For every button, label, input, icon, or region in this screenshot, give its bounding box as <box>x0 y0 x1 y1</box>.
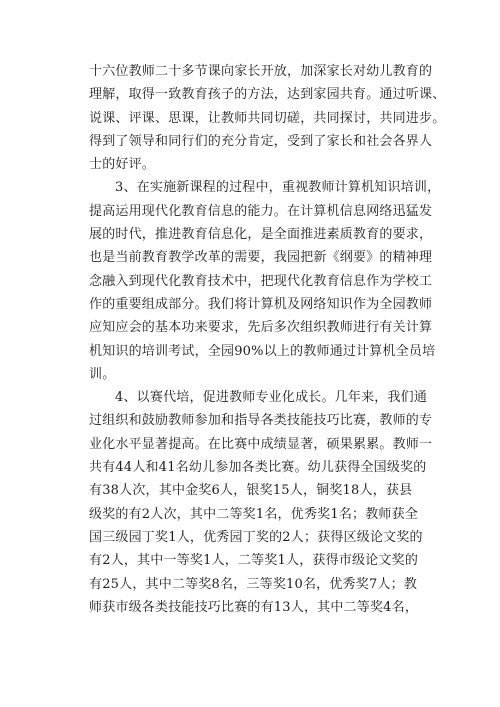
paragraph-2 <box>89 176 441 386</box>
text-line: 有2人，其中一等奖1人，二等奖1人，获得市级论文奖的 <box>89 553 419 569</box>
text-line: 作的重要组成部分。我们将计算机及网络知识作为全园教师 <box>89 296 433 312</box>
text-line: 念融入到现代化教育技术中，把现代化教育信息作为学校工 <box>89 273 433 289</box>
text-line: 展的时代，推进教育信息化，是全面推进素质教育的要求， <box>89 227 433 243</box>
text-line: 共有44人和41名幼儿参加各类比赛。幼儿获得全国级奖的 <box>89 460 427 476</box>
document-body <box>89 60 446 619</box>
text-line: 有25人，其中二等奖8名，三等奖10名，优秀奖7人；教 <box>89 576 418 592</box>
text-line: 也是当前教育教学改革的需要，我园把新《纲要》的精神理 <box>89 250 433 266</box>
text-line: 训。 <box>89 366 116 382</box>
text-line: 3、在实施新课程的过程中，重视教师计算机知识培训， <box>115 180 441 196</box>
text-line: 理解，取得一致教育孩子的方法，达到家园共育。通过听课、 <box>89 87 446 103</box>
text-line: 得到了领导和同行们的充分肯定，受到了家长和社会各界人 <box>89 133 433 149</box>
text-line: 级奖的有2人次，其中二等奖1名，优秀奖1名；教师获全 <box>89 506 419 522</box>
text-line: 有38人次，其中金奖6人，银奖15人，铜奖18人，获县 <box>89 483 413 499</box>
text-line: 业化水平显著提高。在比赛中成绩显著，硕果累累。教师一 <box>89 436 433 452</box>
text-line: 十六位教师二十多节课向家长开放，加深家长对幼儿教育的 <box>89 64 433 79</box>
text-line: 士的好评。 <box>89 157 156 173</box>
paragraph-1 <box>89 60 446 176</box>
text-line: 国三级园丁奖1人，优秀园丁奖的2人；获得区级论文奖的 <box>89 529 423 545</box>
text-line: 过组织和鼓励教师参加和指导各类技能技巧比赛，教师的专 <box>89 413 433 429</box>
text-line: 机知识的培训考试，全园90%以上的教师通过计算机全员培 <box>89 343 436 359</box>
text-line: 师获市级各类技能技巧比赛的有13人，其中二等奖4名， <box>89 599 419 615</box>
paragraph-3 <box>89 386 433 619</box>
text-line: 提高运用现代化教育信息的能力。在计算机信息网络迅猛发 <box>89 203 433 219</box>
text-line: 说课、评课、思课，让教师共同切磋，共同探讨，共同进步。 <box>89 110 446 126</box>
text-line: 4、以赛代培，促进教师专业化成长。几年来，我们通 <box>115 390 428 406</box>
text-line: 应知应会的基本功来要求，先后多次组织教师进行有关计算 <box>89 320 433 336</box>
